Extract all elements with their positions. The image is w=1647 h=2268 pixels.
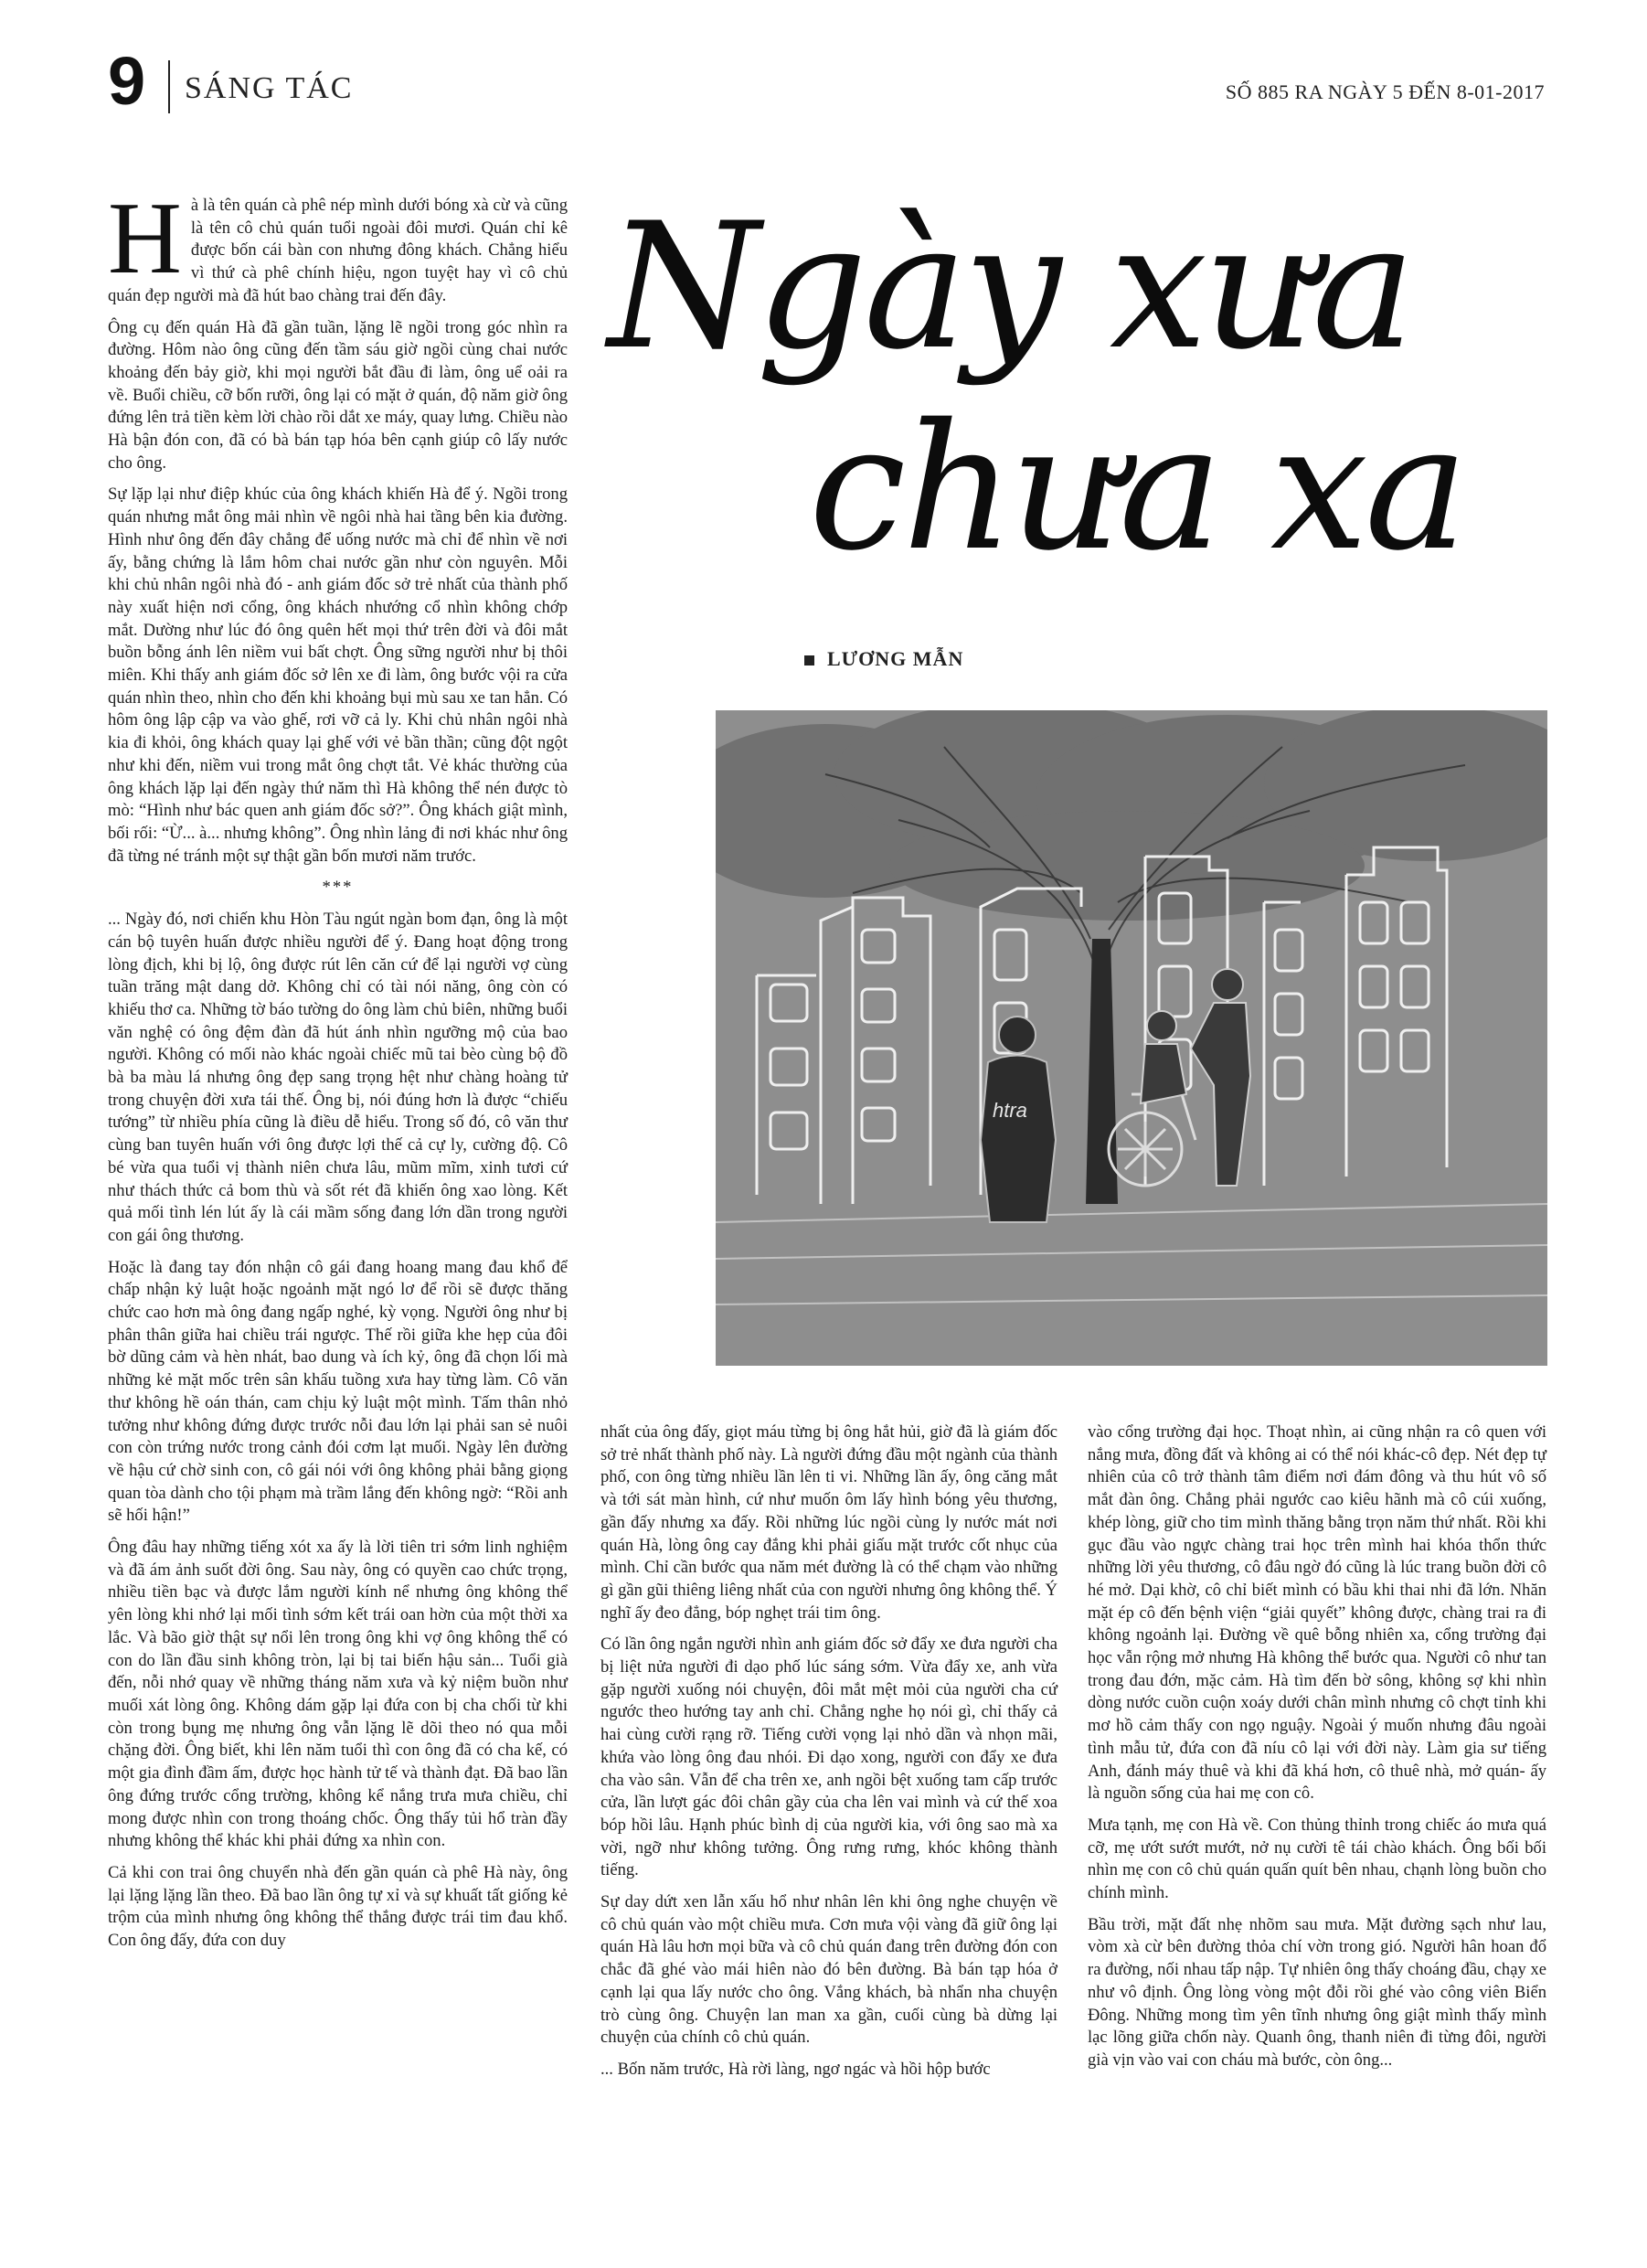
section-title: SÁNG TÁC xyxy=(185,71,354,105)
paragraph: Có lần ông ngắn người nhìn anh giám đốc sở đẩy xe đưa người cha bị liệt nửa người đi dạo phố lúc sáng sớm. Vừa đẩy xe, anh vừa gặp người xuống nói chuyện, đôi mắt mệt mỏi của người cha cứ ngước theo hướng tay anh chỉ. Chẳng nghe họ nói gì, chỉ thấy cả hai cùng cười rạng rỡ. Tiếng cười vọng lại nhỏ dần và nhọn mãi, khứa vào lòng ông đau nhói. Đi dạo xong, người con đẩy xe đưa cha vào sân. Vẫn để cha trên xe, anh ngồi bệt xuống tam cấp trước cửa, lần lượt gác đôi chân gầy của cha lên vai mình và cứ thế xoa bóp hồi lâu. Hạnh phúc bình dị của người kia, với ông sao mà xa vời, ngỡ như không tưởng. Ông rưng rưng, khóc không thành tiếng. xyxy=(600,1634,1057,1880)
article-title xyxy=(599,186,1531,634)
paragraph-text: à là tên quán cà phê nép mình dưới bóng xà cừ và cũng là tên cô chủ quán tuổi ngoài đôi mươi. Quán chỉ kê được bốn cái bàn con nhưng đông khách. Chẳng hiểu vì thứ cà phê chính hiệu, ngon tuyệt hay vì cô chủ quán đẹp người mà đã hút bao chàng trai đến đây. xyxy=(108,196,568,305)
title-line-1: Ngày xưa xyxy=(608,186,1412,388)
paragraph: vào cổng trường đại học. Thoạt nhìn, ai cũng nhận ra cô quen với nắng mưa, đồng đất và không ai có thể nói khác-cô đẹp. Nét đẹp tự nhiên của cô trở thành tâm điểm nơi đám đông và thu hút vô số mắt đàn ông. Chẳng phải ngước cao kiêu hãnh mà cô cúi xuống, khép lòng, giữ cho tim mình thăng bằng trọn năm thứ nhất. Rồi khi gục đầu vào ngực chàng trai học trên mình hai khóa thổn thức những lời yêu thương, cô đâu ngờ đó cũng là lúc trang buồn đời cô hé mở. Dại khờ, cô chỉ biết mình có bầu khi thai nhi đã lớn. Nhăn mặt ép cô đến bệnh viện “giải quyết” không được, chàng trai ra đi không ngoảnh lại. Đường về quê bỗng nhiên xa, cổng trường đại học vẫn rộng mở nhưng Hà không thể bước qua. Người cô như tan trong đau đớn, mặc cảm. Hà tìm đến bờ sông, không sợ khi nhìn dòng nước cuồn cuộn xoáy dưới chân mình nhưng cô chợt tỉnh khi mơ hồ cảm thấy con ngọ nguậy. Ngoài ý muốn nhưng đâu ngoài tình mẫu tử, đứa con đã níu cô lại với đời này. Làm gia sư tiếng Anh, đánh máy thuê và khi đã khá hơn, cô thuê nhà, mở quán- ấy là nguồn sống của hai mẹ con cô. xyxy=(1088,1422,1546,1804)
illustration xyxy=(716,710,1547,1366)
byline xyxy=(804,647,963,671)
paragraph: nhất của ông đấy, giọt máu từng bị ông hắt hủi, giờ đã là giám đốc sở trẻ nhất thành phố này. Là người đứng đầu một ngành của thành phố, con ông từng nhiều lần lên ti vi. Những lần ấy, ông căng mắt và tới sát màn hình, cứ như muốn ôm lấy hình bóng yêu thương, gần đấy nhưng xa đấy. Rồi những lúc ngồi cùng ly nước mát nơi quán Hà, lòng ông cay đắng khi phải giấu mặt trước cốt nhục của mình. Chỉ cần bước qua năm mét đường là có thể chạm vào những gì gần gũi thiêng liêng nhất của con người nhưng ông không thể. Ý nghĩ ấy đeo đẳng, bóp nghẹt trái tim ông. xyxy=(600,1422,1057,1623)
byline-bullet-icon xyxy=(804,655,814,665)
paragraph: Sự day dứt xen lẫn xấu hổ như nhân lên khi ông nghe chuyện về cô chủ quán vào một chiều mưa. Cơn mưa vội vàng đã giữ ông lại quán Hà lâu hơn mọi bữa và cô chủ quán đang trên đường đón con chắc đã ghé vào mái hiên nào đó bên đường. Bà bán tạp hóa ở cạnh lại qua lấy nước cho ông. Vắng khách, bà nhẩn nha chuyện trò cùng ông. Chuyện lan man xa gần, cuối cùng bà dừng lại chuyện của chính cô chủ quán. xyxy=(600,1892,1057,2048)
artist-signature: htra xyxy=(993,1099,1027,1122)
paragraph: Bầu trời, mặt đất nhẹ nhõm sau mưa. Mặt đường sạch như lau, vòm xà cừ bên đường thỏa chí vờn trong gió. Người hân hoan đổ ra đường, nối nhau tấp nập. Tự nhiên ông thấy choáng đầu, chạy xe như vô định. Ông lòng vòng một đỗi rồi ghé vào công viên Biển Đông. Những mong tìm yên tĩnh nhưng ông giật mình thấy mình lạc lõng giữa chốn này. Quanh ông, thanh niên đi từng đôi, người già vịn vào vai con cháu mà bước, còn ông... xyxy=(1088,1914,1546,2070)
title-line-2: chưa xa xyxy=(809,387,1465,589)
section-separator: *** xyxy=(322,878,354,898)
page-number: 9 xyxy=(108,43,146,119)
illustration-drawing xyxy=(716,710,1547,1366)
paragraph: Hoặc là đang tay đón nhận cô gái đang hoang mang đau khổ để chấp nhận kỷ luật hoặc ngoảnh mặt ngó lơ để rồi sẽ được thăng chức cao hơn mà ông đang ngấp nghé, kỳ vọng. Người ông như bị phân thân giữa hai chiều trái ngược. Thế rồi giữa khe hẹp của đôi bờ dũng cảm và hèn nhát, bao dung và ích kỷ, ông đã chọn lối mà những kẻ mặt mốc trên sân khấu tuồng xưa hay từng làm. Cô văn thư không hề oán thán, cam chịu kỷ luật một mình. Tấm thân nhỏ tưởng như không đứng được trước nỗi đau lớn lại phải san sẻ nuôi con còn trứng nước trong cảnh đói cơm lạt muối. Ngày lên đường về hậu cứ chờ sinh con, cô gái nói với ông không phải bằng giọng quan tòa dành cho tội phạm mà trầm lắng đến không ngờ: “Rồi anh sẽ hối hận!” xyxy=(108,1257,568,1526)
article-column-3 xyxy=(1088,1421,1546,2082)
article-column-2 xyxy=(600,1421,1057,2091)
paragraph xyxy=(108,182,568,308)
author-name: LƯƠNG MẪN xyxy=(827,647,964,670)
dropcap: H xyxy=(108,182,182,295)
paragraph: Ông cụ đến quán Hà đã gần tuần, lặng lẽ ngồi trong góc nhìn ra đường. Hôm nào ông cũng đến tầm sáu giờ ngồi cùng chai nước khoảng đến bảy giờ, khi mọi người bắt đầu đi làm, ông uể oải ra về. Buổi chiều, cỡ bốn rưỡi, ông lại có mặt ở quán, độ năm giờ ông đứng lên trả tiền kèm lời chào rồi dắt xe máy, quay lưng. Chiều nào Hà bận đón con, đã có bà bán tạp hóa bên cạnh giúp cô lấy nước cho ông. xyxy=(108,317,568,473)
paragraph: Sự lặp lại như điệp khúc của ông khách khiến Hà để ý. Ngồi trong quán nhưng mắt ông mải nhìn về ngôi nhà hai tầng bên kia đường. Hình như ông đến đây chẳng để uống nước mà chỉ để nhìn về nơi ấy, bằng chứng là lắm hôm chai nước gần như còn nguyên. Mỗi khi chủ nhân ngôi nhà đó - anh giám đốc sở trẻ nhất của thành phố này xuất hiện nơi cổng, ông khách nhướng cổ nhìn không chớp mắt. Dường như lúc đó ông quên hết mọi thứ trên đời và đôi mắt buồn bỗng ánh lên niềm vui bất chợt. Ông sững người như bị thôi miên. Khi thấy anh giám đốc sở lên xe đi làm, ông bước vội ra cửa quán nhìn theo, nhìn cho đến khi khoảng bụi mù sau xe tan hẳn. Có hôm ông lập cập va vào ghế, rơi vỡ cả ly. Khi chủ nhân ngôi nhà kia đi khỏi, ông khách quay lại ghế với vẻ bần thần; cũng đột ngột như khi đến, niềm vui trong mắt ông chợt tắt. Vẻ khác thường của ông khách lặp lại đến ngày thứ năm thì Hà không thể nén được tò mò: “Hình như bác quen anh giám đốc sở?”. Ông khách giật mình, bối rối: “Ừ... à... nhưng không”. Ông nhìn lảng đi nơi khác như ông đã từng né tránh một sự thật gần bốn mươi năm trước. xyxy=(108,484,568,866)
issue-info: SỐ 885 RA NGÀY 5 ĐẾN 8-01-2017 xyxy=(1225,80,1545,103)
paragraph: Mưa tạnh, mẹ con Hà về. Con thủng thỉnh trong chiếc áo mưa quá cỡ, mẹ ướt sướt mướt, nở nụ cười tê tái chào khách. Ông bối bối nhìn mẹ con cô chủ quán quấn quít bên nhau, chạnh lòng buồn cho chính mình. xyxy=(1088,1815,1546,1903)
paragraph: ... Ngày đó, nơi chiến khu Hòn Tàu ngút ngàn bom đạn, ông là một cán bộ tuyên huấn được nhiều người để ý. Đang hoạt động trong lòng địch, khi bị lộ, ông được rút lên căn cứ để lại người vợ cùng tuần trăng mật dang dở. Không chỉ có tài nói năng, ông còn có khiếu thơ ca. Những tờ báo tường do ông làm chủ biên, những buổi văn nghệ có ông đệm đàn đã hút ánh nhìn ngưỡng mộ của bao người. Không có mối nào khác ngoài chiếc mũ tai bèo cùng bộ đồ bà ba màu lá nhưng ông đẹp sang trọng hệt như chàng hoàng tử trong chuyện đời xưa tái thế. Ông bị, nói đúng hơn là được “chiếu tướng” từ nhiều phía cũng là điều dễ hiểu. Trong số đó, cô văn thư cùng ban tuyên huấn với ông được lợi thế cả cự ly, cường độ. Cô bé vừa qua tuổi vị thành niên chưa lâu, mũm mĩm, xinh tươi cứ như thách thức cả bom thù và sốt rét đã khiến ông xao lòng. Kết quả mối tình lén lút ấy là cái mầm sống đang lớn dần trong người con gái ông thương. xyxy=(108,910,568,1245)
article-column-1 xyxy=(108,182,568,2160)
paragraph: ... Bốn năm trước, Hà rời làng, ngơ ngác và hồi hộp bước xyxy=(600,2059,991,2079)
header-divider xyxy=(168,60,170,113)
paragraph: Cả khi con trai ông chuyển nhà đến gần quán cà phê Hà này, ông lại lặng lặng lần theo. Đã bao lần ông tự xỉ và sự khuất tất giống kẻ trộm của mình nhưng ông không thể thắng được trái tim đau khổ. Con ông đấy, đứa con duy xyxy=(108,1862,568,1951)
paragraph: Ông đâu hay những tiếng xót xa ấy là lời tiên tri sớm linh nghiệm và đã ám ảnh suốt đời ông. Sau này, ông có quyền cao chức trọng, nhiều tiền bạc và được lắm người kính nể nhưng ông không thể yên lòng khi nhớ lại mối tình sớm kết trái oan hờn của một thời xa lắc. Và bão giờ thật sự nổi lên trong ông khi vợ ông không thể có con do lần đầu sinh không tròn, lại bị tai biến hậu sản... Tuổi già đến, nỗi nhớ quay về những tháng năm xưa và kỷ niệm buồn như muối xát lòng ông. Không dám gặp lại đứa con bị cha chối từ khi còn trong bụng mẹ nhưng ông vẫn lặng lẽ dõi theo nó qua mỗi chặng đời. Ông biết, khi lên năm tuổi thì con ông đã có cha kế, có một gia đình đầm ấm, được học hành tử tế và thành đạt. Đã bao lần ông đứng trước cổng trường, không kể nắng trưa mưa chiều, chỉ mong được nhìn con trong thoáng chốc. Ông thấy tủi hổ tràn đầy nhưng không thể khác khi phải đứng xa nhìn con. xyxy=(108,1538,568,1851)
